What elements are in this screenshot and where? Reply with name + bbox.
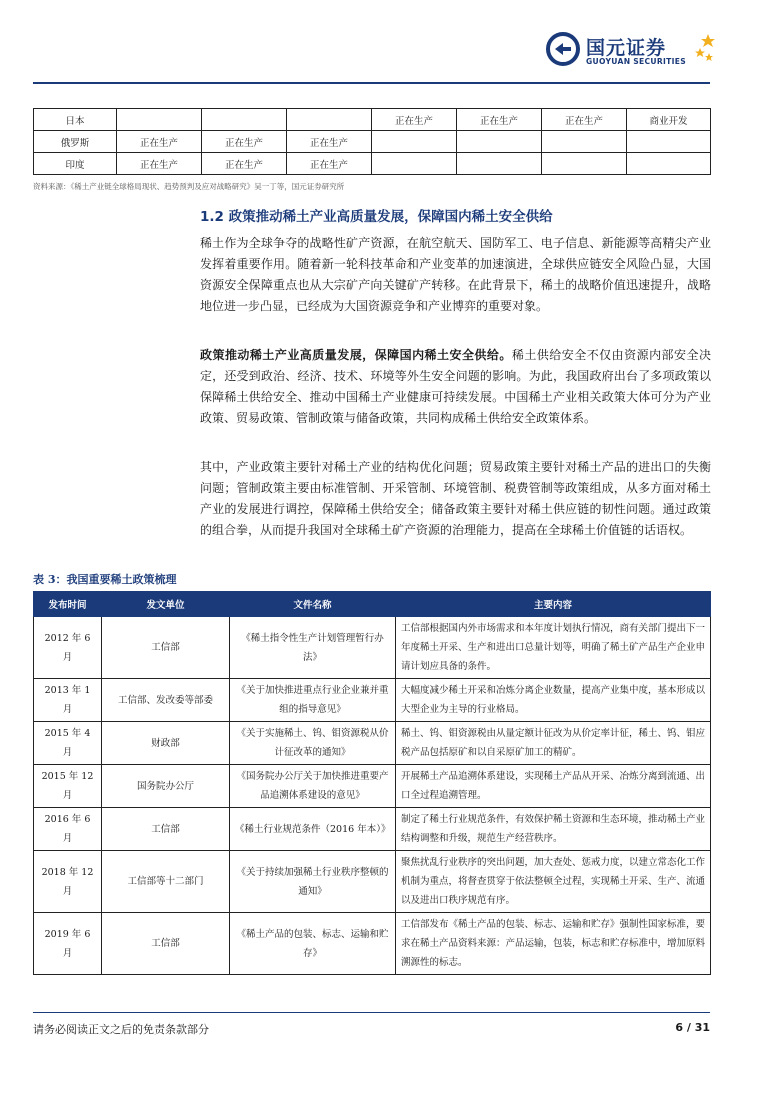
dept-cell: 工信部 bbox=[102, 617, 230, 679]
header-content: 主要内容 bbox=[396, 592, 711, 617]
status-cell: 正在生产 bbox=[542, 109, 627, 131]
table-row bbox=[34, 131, 711, 153]
dept-cell: 工信部、发改委等部委 bbox=[102, 679, 230, 722]
status-cell: 正在生产 bbox=[372, 109, 457, 131]
content-cell: 工信部根据国内外市场需求和本年度计划执行情况，商有关部门提出下一年度稀土开采、生产和进出口总量计划等，明确了稀土矿产品生产企业申请计划应具备的条件。 bbox=[396, 617, 711, 679]
country-cell: 印度 bbox=[34, 153, 117, 175]
paragraph-3: 其中，产业政策主要针对稀土产业的结构优化问题；贸易政策主要针对稀土产品的进出口的失衡问题；管制政策主要由标准管制、开采管制、环境管制、税费管制等政策组成，从多方面对稀土产业的发展进行调控，保障稀土供给安全；储备政策主要针对稀土供应链的韧性问题。通过政策的组合拳，从而提升我国对全球稀土矿产资源的治理能力，提高在全球稀土价值链的话语权。 bbox=[200, 460, 711, 537]
table-row bbox=[34, 765, 711, 808]
status-cell bbox=[372, 131, 457, 153]
table-row bbox=[34, 679, 711, 722]
doc-cell: 《稀土指令性生产计划管理暂行办法》 bbox=[230, 617, 396, 679]
policy-table bbox=[33, 591, 711, 975]
logo-emblem-icon bbox=[546, 32, 580, 66]
table-source-note: 资料来源：《稀土产业链全球格局现状、趋势预判及应对战略研究》吴一丁等，国元证券研究所 bbox=[33, 182, 345, 191]
status-cell bbox=[202, 109, 287, 131]
header-date: 发布时间 bbox=[34, 592, 102, 617]
header-divider bbox=[33, 82, 710, 84]
status-cell: 正在生产 bbox=[202, 153, 287, 175]
status-cell: 正在生产 bbox=[287, 131, 372, 153]
brand-name: 国元证券 bbox=[586, 37, 667, 59]
date-cell: 2013 年 1 月 bbox=[34, 679, 102, 722]
date-cell: 2018 年 12 月 bbox=[34, 851, 102, 913]
status-cell bbox=[627, 131, 711, 153]
dept-cell: 工信部 bbox=[102, 913, 230, 975]
brand-name-en: GUOYUAN SECURITIES bbox=[586, 57, 687, 66]
dept-cell: 工信部等十二部门 bbox=[102, 851, 230, 913]
status-cell bbox=[287, 109, 372, 131]
status-cell bbox=[627, 153, 711, 175]
date-cell: 2019 年 6 月 bbox=[34, 913, 102, 975]
status-cell: 正在生产 bbox=[287, 153, 372, 175]
status-cell bbox=[457, 131, 542, 153]
status-cell: 正在生产 bbox=[117, 131, 202, 153]
country-cell: 日本 bbox=[34, 109, 117, 131]
status-cell bbox=[117, 109, 202, 131]
paragraph-2 bbox=[200, 345, 711, 429]
table-row bbox=[34, 109, 711, 131]
table-row bbox=[34, 851, 711, 913]
dept-cell: 工信部 bbox=[102, 808, 230, 851]
production-status-table bbox=[33, 108, 711, 175]
table-row bbox=[34, 617, 711, 679]
page-number: 6 / 31 bbox=[675, 1021, 710, 1034]
doc-cell: 《国务院办公厅关于加快推进重要产品追溯体系建设的意见》 bbox=[230, 765, 396, 808]
doc-cell: 《关于实施稀土、钨、钼资源税从价计征改革的通知》 bbox=[230, 722, 396, 765]
paragraph-2-body: 稀土供给安全不仅由资源内部安全决定，还受到政治、经济、技术、环境等外生安全问题的影响。为此，我国政府出台了多项政策以保障稀土供给安全、推动中国稀土产业健康可持续发展。中国稀土产业相关政策大体可分为产业政策、贸易政策、管制政策与储备政策，共同构成稀土供给安全政策体系。 bbox=[200, 348, 711, 425]
table-title: 表 3：我国重要稀土政策梳理 bbox=[33, 573, 177, 586]
section-heading: 1.2 政策推动稀土产业高质量发展，保障国内稀土安全供给 bbox=[200, 209, 553, 225]
status-cell bbox=[457, 153, 542, 175]
doc-cell: 《关于加快推进重点行业企业兼并重组的指导意见》 bbox=[230, 679, 396, 722]
footer-disclaimer: 请务必阅读正文之后的免责条款部分 bbox=[33, 1023, 209, 1036]
footer-divider bbox=[33, 1012, 710, 1013]
table-row bbox=[34, 808, 711, 851]
content-cell: 开展稀土产品追溯体系建设，实现稀土产品从开采、冶炼分离到流通、出口全过程追溯管理。 bbox=[396, 765, 711, 808]
content-cell: 稀土、钨、钼资源税由从量定额计征改为从价定率计征，稀土、钨、钼应税产品包括原矿和以自采原矿加工的精矿。 bbox=[396, 722, 711, 765]
paragraph-1: 稀土作为全球争夺的战略性矿产资源，在航空航天、国防军工、电子信息、新能源等高精尖产业发挥着重要作用。随着新一轮科技革命和产业变革的加速演进，全球供应链安全风险凸显，大国资源安全保障重点也从大宗矿产向关键矿产转移。在此背景下，稀土的战略价值迅速提升，战略地位进一步凸显，已经成为大国资源竞争和产业博弈的重要对象。 bbox=[200, 236, 711, 313]
doc-cell: 《稀土行业规范条件（2016 年本）》 bbox=[230, 808, 396, 851]
content-cell: 制定了稀土行业规范条件，有效保护稀土资源和生态环境，推动稀土产业结构调整和升级，规范生产经营秩序。 bbox=[396, 808, 711, 851]
status-cell bbox=[542, 153, 627, 175]
date-cell: 2012 年 6 月 bbox=[34, 617, 102, 679]
status-cell: 正在生产 bbox=[117, 153, 202, 175]
status-cell: 正在生产 bbox=[202, 131, 287, 153]
country-cell: 俄罗斯 bbox=[34, 131, 117, 153]
date-cell: 2015 年 4 月 bbox=[34, 722, 102, 765]
dept-cell: 国务院办公厅 bbox=[102, 765, 230, 808]
status-cell bbox=[542, 131, 627, 153]
doc-cell: 《稀土产品的包装、标志、运输和贮存》 bbox=[230, 913, 396, 975]
table-row bbox=[34, 913, 711, 975]
table-row bbox=[34, 153, 711, 175]
content-cell: 工信部发布《稀土产品的包装、标志、运输和贮存》强制性国家标准，要求在稀土产品资料来源：产品运输，包装，标志和贮存标准中，增加原料溯源性的标志。 bbox=[396, 913, 711, 975]
status-cell bbox=[372, 153, 457, 175]
logo-stars-icon bbox=[694, 34, 716, 64]
brand-logo bbox=[546, 30, 716, 70]
date-cell: 2016 年 6 月 bbox=[34, 808, 102, 851]
status-cell: 正在生产 bbox=[457, 109, 542, 131]
content-cell: 大幅度减少稀土开采和冶炼分离企业数量，提高产业集中度，基本形成以大型企业为主导的行业格局。 bbox=[396, 679, 711, 722]
paragraph-2-lead: 政策推动稀土产业高质量发展，保障国内稀土安全供给。 bbox=[200, 348, 512, 362]
dept-cell: 财政部 bbox=[102, 722, 230, 765]
date-cell: 2015 年 12 月 bbox=[34, 765, 102, 808]
table-row bbox=[34, 722, 711, 765]
status-cell: 商业开发 bbox=[627, 109, 711, 131]
content-cell: 聚焦扰乱行业秩序的突出问题，加大查处、惩戒力度，以建立常态化工作机制为重点，将督查贯穿于依法整顿全过程，实现稀土开采、生产、流通以及进出口秩序规范有序。 bbox=[396, 851, 711, 913]
header-doc: 文件名称 bbox=[230, 592, 396, 617]
doc-cell: 《关于持续加强稀土行业秩序整顿的通知》 bbox=[230, 851, 396, 913]
header-dept: 发文单位 bbox=[102, 592, 230, 617]
